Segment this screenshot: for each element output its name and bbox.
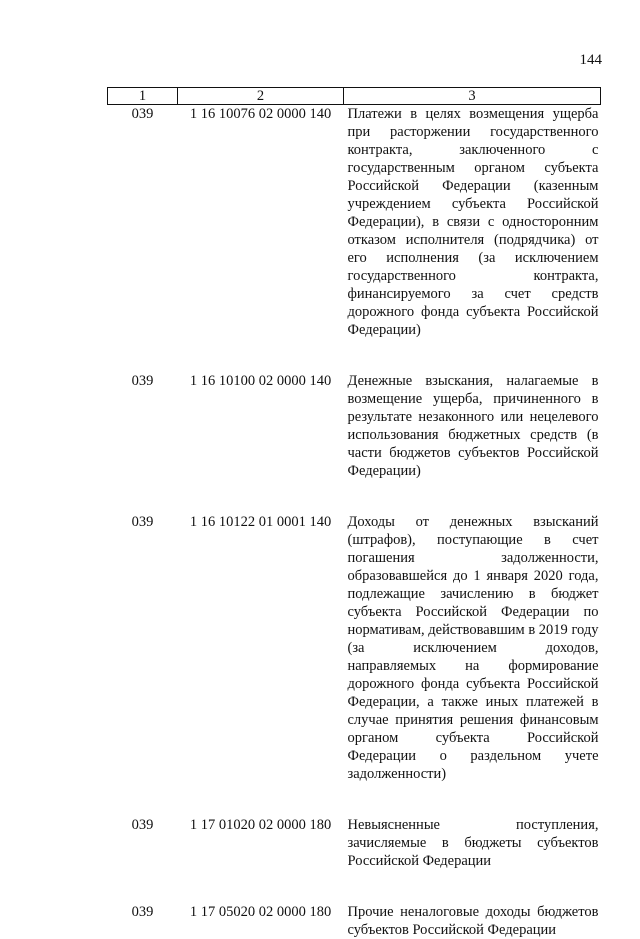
column-header-1: 1 xyxy=(108,88,178,105)
admin-code-cell: 039 xyxy=(131,904,154,920)
description-cell: Прочие неналоговые доходы бюджетов субъектов Российской Федерации xyxy=(347,904,599,938)
column-header-2: 2 xyxy=(178,88,344,105)
budget-revenue-table xyxy=(107,87,601,939)
admin-code-cell: 039 xyxy=(131,817,154,833)
description-cell: Невыясненные поступления, зачисляемые в бюджеты субъектов Российской Федерации xyxy=(347,817,599,869)
budget-code-cell: 1 16 10122 01 0001 140 xyxy=(189,514,332,530)
column-header-3: 3 xyxy=(344,88,601,105)
admin-code-cell: 039 xyxy=(131,373,154,389)
budget-code-cell: 1 17 05020 02 0000 180 xyxy=(189,904,332,920)
table-row xyxy=(108,870,601,939)
description-cell: Платежи в целях возмещения ущерба при расторжении государственного контракта, заключенного с государственным органом субъекта Российской Федерации (казенным учреждением субъекта Российской Федерации), в связи с односторонним отказом исполнителя (подрядчика) от его исполнения (за исключением государственного контракта, финансируемого за счет средств дорожного фонда субъекта Российской Федерации) xyxy=(347,106,599,338)
admin-code-cell: 039 xyxy=(131,514,154,530)
description-cell: Доходы от денежных взысканий (штрафов), поступающие в счет погашения задолженности, образовавшейся до 1 января 2020 года, подлежащие зачислению в бюджет субъекта Российской Федерации по нормативам, действовавшим в 2019 году (за исключением доходов, направляемых на формирование дорожного фонда субъекта Российской Федерации, а также иных платежей в случае принятия решения финансовым органом субъекта Российской Федерации о раздельном учете задолженности) xyxy=(347,514,599,782)
budget-code-cell: 1 16 10076 02 0000 140 xyxy=(189,106,332,122)
page-number: 144 xyxy=(579,52,602,68)
table-row xyxy=(108,105,601,340)
table-row xyxy=(108,339,601,480)
table-row xyxy=(108,783,601,870)
table-row xyxy=(108,480,601,783)
table-header-row xyxy=(108,88,601,105)
budget-code-cell: 1 17 01020 02 0000 180 xyxy=(189,817,332,833)
budget-code-cell: 1 16 10100 02 0000 140 xyxy=(189,373,332,389)
description-cell: Денежные взыскания, налагаемые в возмещение ущерба, причиненного в результате незаконного или нецелевого использования бюджетных средств (в части бюджетов субъектов Российской Федерации) xyxy=(347,373,599,479)
admin-code-cell: 039 xyxy=(131,106,154,122)
